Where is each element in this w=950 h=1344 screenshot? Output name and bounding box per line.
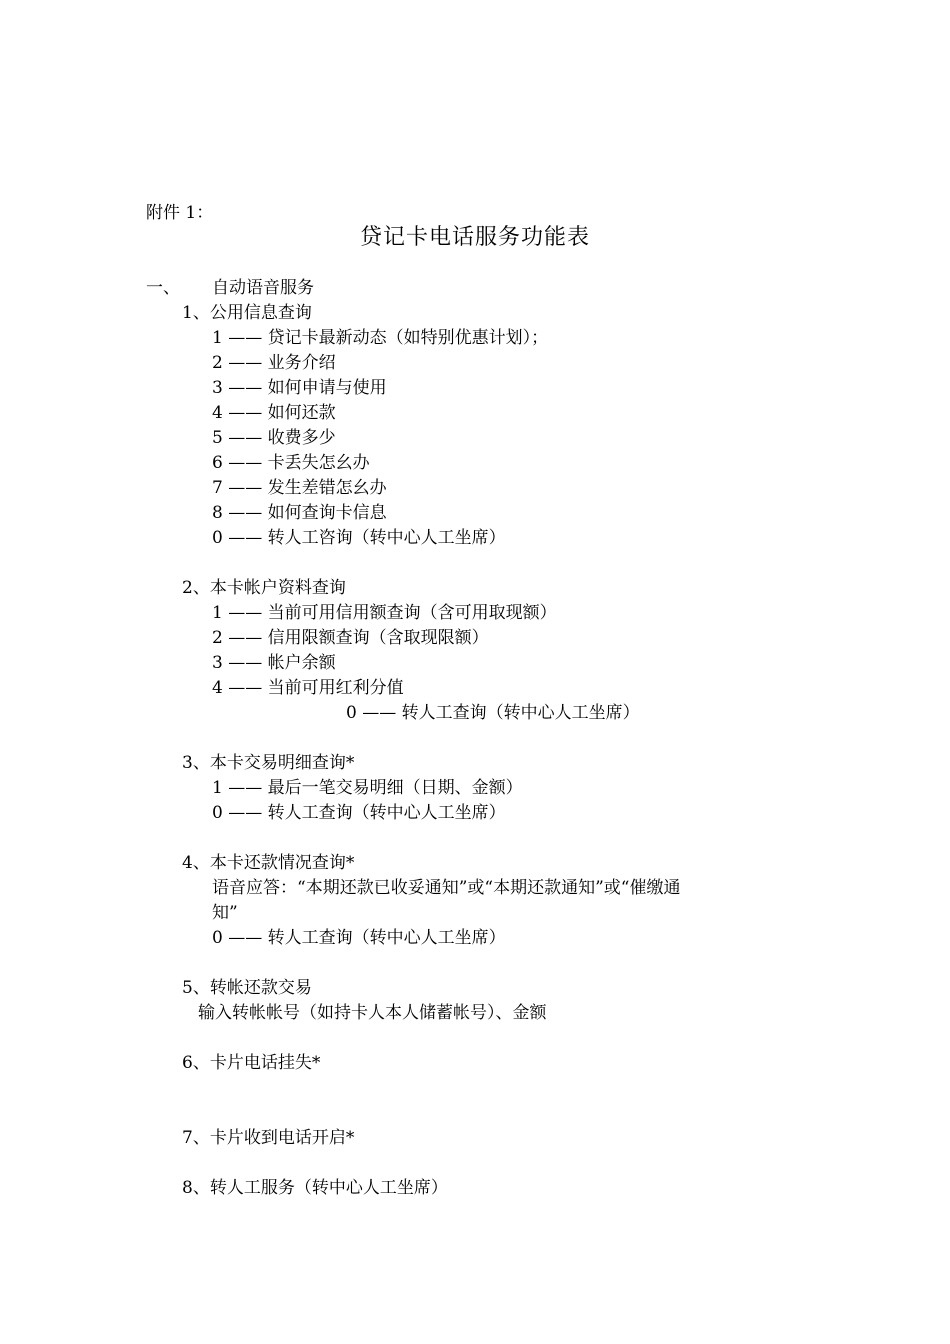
list-item: 7 —— 发生差错怎幺办	[212, 478, 387, 498]
list-item: 1 —— 最后一笔交易明细（日期、金额）	[212, 778, 523, 798]
section-1-heading: 1、公用信息查询	[182, 303, 312, 323]
section-3-heading: 3、本卡交易明细查询*	[182, 753, 355, 773]
list-item: 0 —— 转人工咨询（转中心人工坐席）	[212, 528, 506, 548]
attachment-label: 附件 1：	[146, 203, 214, 223]
list-item: 0 —— 转人工查询（转中心人工坐席）	[212, 928, 506, 948]
list-item: 4 —— 如何还款	[212, 403, 336, 423]
list-item: 0 —— 转人工查询（转中心人工坐席）	[346, 703, 640, 723]
section-8-heading: 8、转人工服务（转中心人工坐席）	[182, 1178, 448, 1198]
section-4-heading: 4、本卡还款情况查询*	[182, 853, 355, 873]
document-title: 贷记卡电话服务功能表	[359, 225, 590, 250]
list-item: 3 —— 如何申请与使用	[212, 378, 387, 398]
list-item: 1 —— 当前可用信用额查询（含可用取现额）	[212, 603, 557, 623]
list-item: 1 —— 贷记卡最新动态（如特别优惠计划）；	[212, 328, 549, 348]
list-item: 3 —— 帐户余额	[212, 653, 336, 673]
list-item: 2 —— 业务介绍	[212, 353, 336, 373]
section-6-heading: 6、卡片电话挂失*	[182, 1053, 321, 1073]
list-item: 5 —— 收费多少	[212, 428, 336, 448]
list-item: 0 —— 转人工查询（转中心人工坐席）	[212, 803, 506, 823]
voice-response-text: 语音应答：“本期还款已收妥通知”或“本期还款通知”或“催缴通	[212, 878, 681, 898]
section-5-heading: 5、转帐还款交易	[182, 978, 312, 998]
list-item: 6 —— 卡丢失怎幺办	[212, 453, 370, 473]
list-item: 2 —— 信用限额查询（含取现限额）	[212, 628, 489, 648]
voice-response-text-cont: 知”	[212, 903, 238, 923]
section-2-heading: 2、本卡帐户资料查询	[182, 578, 346, 598]
part-title: 自动语音服务	[212, 278, 314, 298]
section-7-heading: 7、卡片收到电话开启*	[182, 1128, 355, 1148]
part-number: 一、	[146, 278, 180, 298]
list-item: 4 —— 当前可用红利分值	[212, 678, 404, 698]
section-5-description: 输入转帐帐号（如持卡人本人储蓄帐号）、金额	[198, 1003, 547, 1023]
list-item: 8 —— 如何查询卡信息	[212, 503, 387, 523]
